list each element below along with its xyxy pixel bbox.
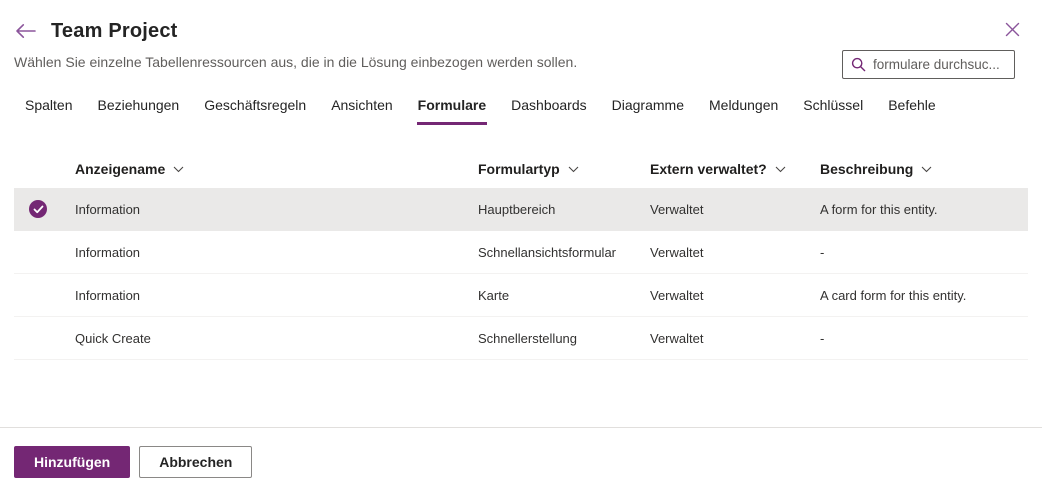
tab-formulare[interactable]: Formulare: [417, 97, 487, 125]
tab-meldungen[interactable]: Meldungen: [708, 97, 779, 125]
cell-anzeigename: Quick Create: [75, 330, 151, 346]
footer-divider: [0, 427, 1042, 428]
table-header-row: [14, 150, 1028, 188]
back-button[interactable]: [14, 20, 36, 42]
cell-formulartyp: Hauptbereich: [478, 201, 556, 217]
column-header-extern-verwaltet[interactable]: [650, 161, 820, 177]
cell-beschreibung: -: [820, 244, 825, 260]
cell-extern-verwaltet: Verwaltet: [650, 330, 704, 346]
close-icon: [1005, 22, 1020, 37]
cell-formulartyp: Karte: [478, 287, 510, 303]
column-header-label: Formulartyp: [478, 161, 560, 177]
column-header-label: Anzeigename: [75, 161, 166, 177]
column-header-formulartyp[interactable]: [478, 161, 650, 177]
row-checkbox[interactable]: [14, 243, 75, 261]
cancel-button[interactable]: Abbrechen: [139, 446, 252, 478]
column-header-label: Beschreibung: [820, 161, 914, 177]
cell-formulartyp: Schnellansichtsformular: [478, 244, 617, 260]
tab-diagramme[interactable]: Diagramme: [611, 97, 685, 125]
cell-formulartyp: Schnellerstellung: [478, 330, 578, 346]
arrow-left-icon: [15, 23, 36, 39]
tab-schluessel[interactable]: Schlüssel: [802, 97, 864, 125]
table-row[interactable]: [14, 274, 1028, 317]
table-row[interactable]: [14, 188, 1028, 231]
cell-anzeigename: Information: [75, 287, 141, 303]
column-header-beschreibung[interactable]: [820, 161, 1028, 177]
tab-dashboards[interactable]: Dashboards: [510, 97, 588, 125]
cell-extern-verwaltet: Verwaltet: [650, 201, 704, 217]
search-input[interactable]: [873, 57, 1006, 72]
row-checkbox[interactable]: [14, 329, 75, 347]
check-circle-icon: [29, 200, 47, 218]
cell-extern-verwaltet: Verwaltet: [650, 287, 704, 303]
chevron-down-icon: [921, 166, 932, 173]
resource-tabs: [24, 97, 1028, 125]
dialog-header: [14, 16, 1028, 46]
row-checkbox[interactable]: [14, 286, 75, 304]
dialog-description: Wählen Sie einzelne Tabellenressourcen aus, die in die Lösung einbezogen werden sollen.: [14, 54, 578, 70]
cell-anzeigename: Information: [75, 244, 141, 260]
column-header-label: Extern verwaltet?: [650, 161, 767, 177]
close-button[interactable]: [1003, 20, 1021, 38]
table-row[interactable]: [14, 317, 1028, 360]
chevron-down-icon: [173, 166, 184, 173]
tab-beziehungen[interactable]: Beziehungen: [96, 97, 180, 125]
chevron-down-icon: [568, 166, 579, 173]
add-button[interactable]: Hinzufügen: [14, 446, 130, 478]
tab-ansichten[interactable]: Ansichten: [330, 97, 393, 125]
tab-spalten[interactable]: Spalten: [24, 97, 73, 125]
search-icon: [851, 57, 866, 72]
row-checkbox[interactable]: [14, 200, 75, 218]
table-row[interactable]: [14, 231, 1028, 274]
page-title: Team Project: [51, 19, 178, 42]
cell-extern-verwaltet: Verwaltet: [650, 244, 704, 260]
chevron-down-icon: [775, 166, 786, 173]
tab-befehle[interactable]: Befehle: [887, 97, 936, 125]
cell-beschreibung: -: [820, 330, 825, 346]
column-header-anzeigename[interactable]: [75, 161, 478, 177]
search-box: [842, 50, 1015, 79]
forms-table: [14, 150, 1028, 360]
footer-actions: [14, 446, 252, 478]
tab-geschaeftsregeln[interactable]: Geschäftsregeln: [203, 97, 307, 125]
cell-beschreibung: A form for this entity.: [820, 201, 938, 217]
cell-anzeigename: Information: [75, 201, 141, 217]
cell-beschreibung: A card form for this entity.: [820, 287, 967, 303]
